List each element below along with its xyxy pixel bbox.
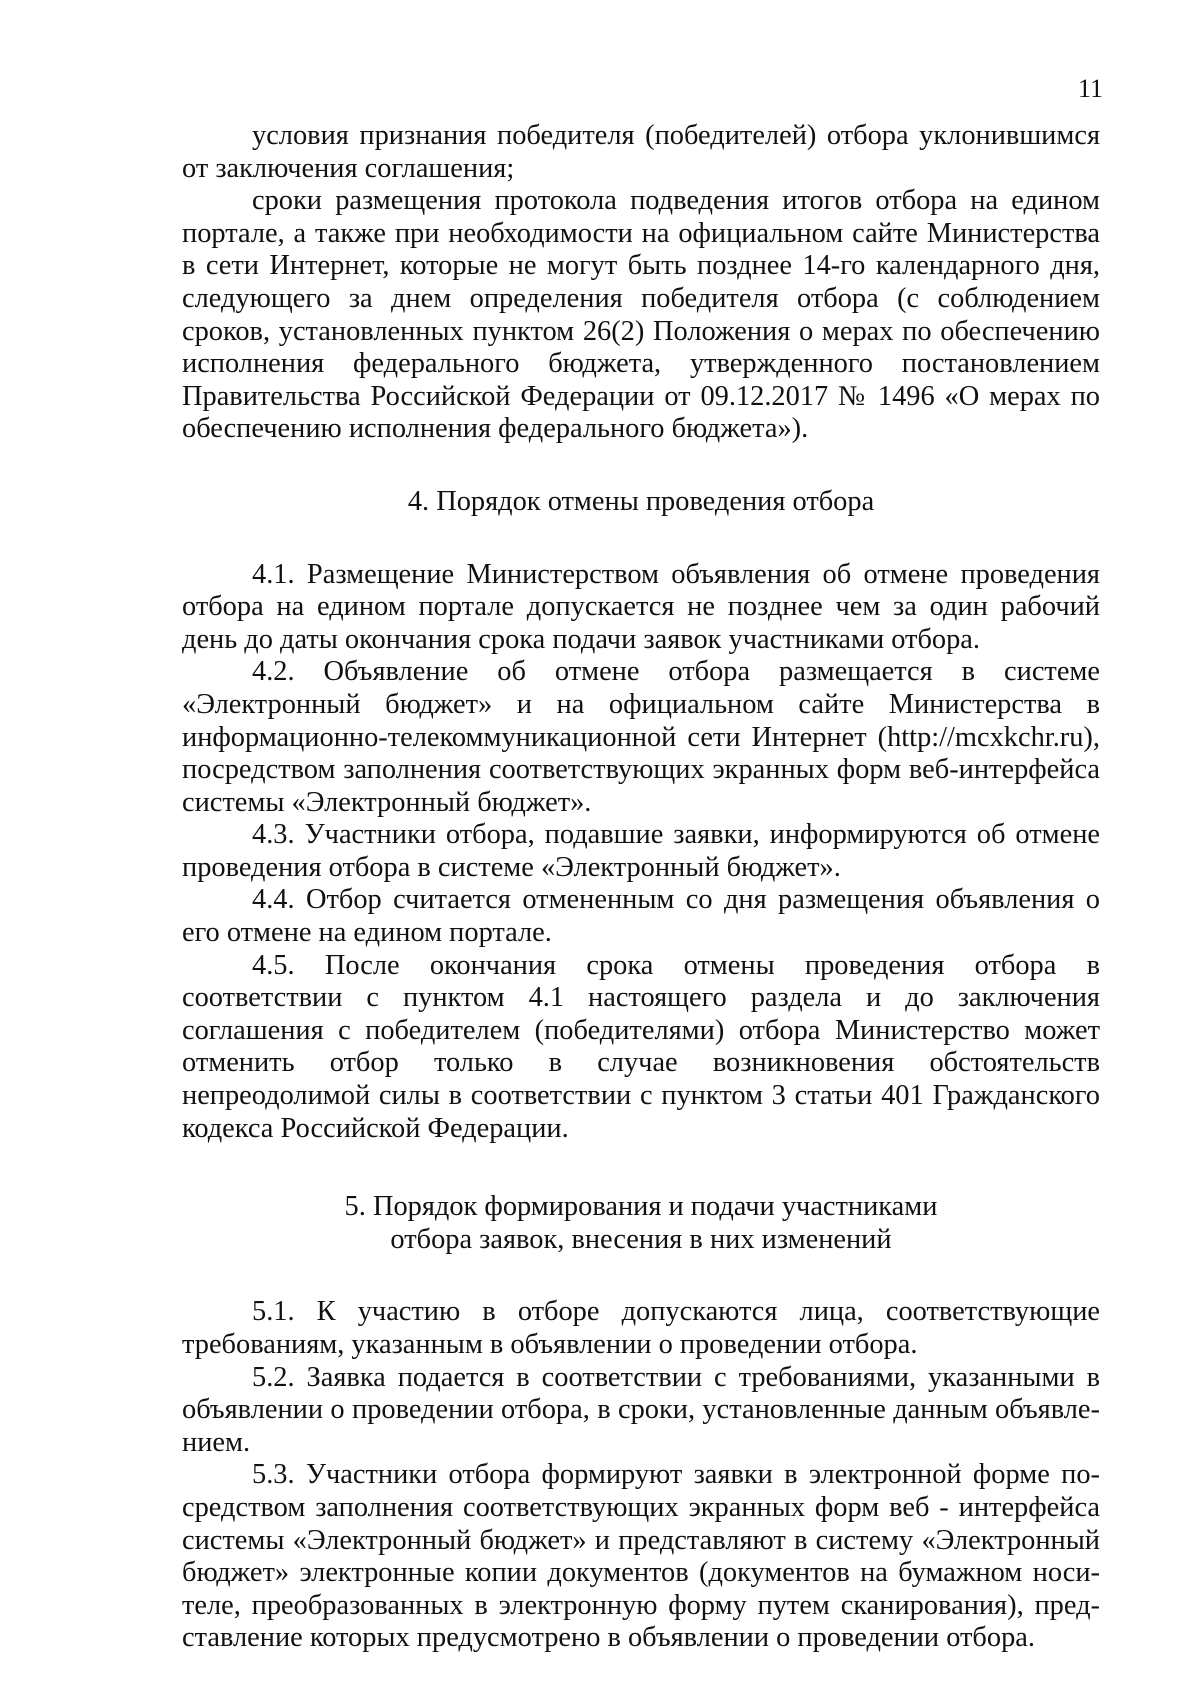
section-5-heading-line-2: отбора заявок, внесения в них изменений — [390, 1223, 892, 1255]
paragraph-winner-evasion-conditions: условия признания победителя (победителей) отбора уклонившимся от заключения соглашения; — [182, 120, 1100, 184]
paragraph-5-1: 5.1. К участию в отборе допускаются лица, соответствующие требованиям, указанным в объявлении о проведении отбора. — [182, 1296, 1100, 1360]
paragraph-4-5: 4.5. После окончания срока отмены проведения отбора в соответствии с пунктом 4.1 настоящего раздела и до заключения соглашения с победителем (победителями) отбора Министерство может отменить отбор только в случае возникновения обстоятельств непреодолимой силы в соответствии с пунктом 3 статьи 401 Гражданского кодекса Российской Федерации. — [182, 949, 1100, 1144]
section-5-heading — [182, 1191, 1100, 1256]
section-5-heading-line-1: 5. Порядок формирования и подачи участниками — [344, 1191, 938, 1223]
paragraph-4-2: 4.2. Объявление об отмене отбора размещается в системе «Электронный бюджет» и на официальном сайте Министерства в информационно-телекоммуникационной сети Интернет (http://mcxkchr.ru), посредством заполнения соответствующих экранных форм веб-интерфейса системы «Электронный бюджет». — [182, 656, 1100, 818]
paragraph-5-2: 5.2. Заявка подается в соответствии с требованиями, указанными в объявлении о проведении отбора, в сроки, установленные данным объявлением. — [182, 1361, 1100, 1458]
paragraph-4-1: 4.1. Размещение Министерством объявления об отмене проведения отбора на едином портале допускается не позднее чем за один рабочий день до даты окончания срока подачи заявок участниками отбора. — [182, 558, 1100, 655]
paragraph-protocol-publication-terms: сроки размещения протокола подведения итогов отбора на едином портале, а также при необходимости на официальном сайте Министерства в сети Интернет, которые не могут быть позднее 14-го календарного дня, следующего за днем определения победителя отбора (с соблюдением сроков, установленных пунктом 26(2) Положения о мерах по обеспечению исполнения федерального бюджета, утвержденного постановлением Правительства Российской Федерации от 09.12.2017 № 1496 «О мерах по обеспечению исполнения федерального бюджета»). — [182, 185, 1100, 445]
paragraph-5-3: 5.3. Участники отбора формируют заявки в электронной форме посредством заполнения соответствующих экранных форм веб - интерфейса системы «Электронный бюджет» и представляют в систему «Электронный бюджет» электронные копии документов (документов на бумажном носителе, преобразованных в электронную форму путем сканирования), представление которых предусмотрено в объявлении о проведении отбора. — [182, 1459, 1100, 1654]
section-4-heading: 4. Порядок отмены проведения отбора — [407, 485, 875, 517]
paragraph-4-3: 4.3. Участники отбора, подавшие заявки, информируются об отмене проведения отбора в системе «Электронный бюджет». — [182, 819, 1100, 883]
page-number: 11 — [1078, 74, 1104, 103]
paragraph-4-4: 4.4. Отбор считается отмененным со дня размещения объявления о его отмене на едином портале. — [182, 884, 1100, 949]
document-body — [182, 120, 1100, 1655]
